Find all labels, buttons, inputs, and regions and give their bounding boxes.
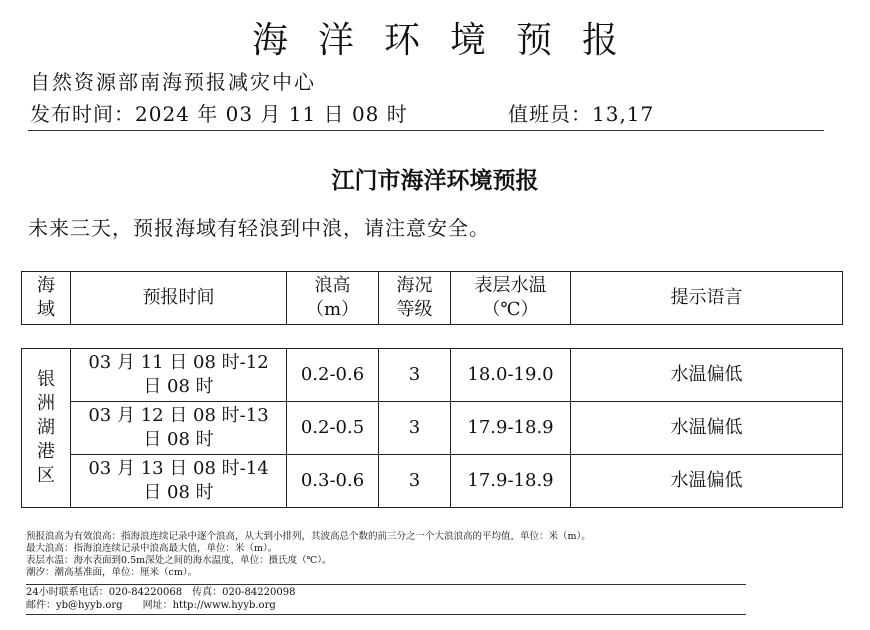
table-row (22, 402, 843, 455)
tip-cell: 水温偏低 (571, 455, 843, 508)
forecast-time-cell: 03 月 13 日 08 时-14 日 08 时 (71, 455, 287, 508)
note-wave-height: 预报浪高为有效浪高：指海浪连续记录中逐个浪高，从大到小排列，其波高总个数的前三分之一个大浪浪高的平均值，单位：米（m）。 (26, 531, 591, 542)
report-subtitle: 江门市海洋环境预报 (331, 167, 539, 194)
sea-state-cell: 3 (379, 455, 451, 508)
col-header-sea-state: 海况 等级 (379, 272, 451, 325)
water-temp-cell: 17.9-18.9 (451, 402, 571, 455)
header-divider (28, 130, 824, 131)
contact-phone: 24小时联系电话：020-84220068 传真：020-84220098 (26, 587, 296, 598)
forecast-table-body (21, 348, 843, 508)
tip-cell: 水温偏低 (571, 349, 843, 402)
issuing-organization: 自然资源部南海预报减灾中心 (30, 70, 316, 94)
table-row (22, 349, 843, 402)
contact-divider-bottom (26, 614, 746, 615)
water-temp-cell: 17.9-18.9 (451, 455, 571, 508)
col-header-wave: 浪高 （m） (287, 272, 379, 325)
sea-state-cell: 3 (379, 349, 451, 402)
page-title: 海洋环境预报 (251, 20, 648, 61)
wave-height-cell: 0.2-0.5 (287, 402, 379, 455)
forecast-time-cell: 03 月 12 日 08 时-13 日 08 时 (71, 402, 287, 455)
sea-state-cell: 3 (379, 402, 451, 455)
col-header-time: 预报时间 (71, 272, 287, 325)
wave-height-cell: 0.2-0.6 (287, 349, 379, 402)
col-header-water-temp: 表层水温 （℃） (451, 272, 571, 325)
wave-height-cell: 0.3-0.6 (287, 455, 379, 508)
note-water-temp: 表层水温：海水表面到0.5m深处之间的海水温度，单位：摄氏度（℃）。 (26, 555, 332, 566)
note-max-wave: 最大浪高：指海浪连续记录中浪高最大值，单位：米（m）。 (26, 543, 278, 554)
col-header-tip: 提示语言 (571, 272, 843, 325)
contact-web: 邮件：yb@hyyb.org 网址：http://www.hyyb.org (26, 600, 276, 611)
area-name-cell: 银 洲 湖 港 区 (22, 349, 71, 508)
forecast-time-cell: 03 月 11 日 08 时-12 日 08 时 (71, 349, 287, 402)
forecast-summary: 未来三天，预报海域有轻浪到中浪，请注意安全。 (28, 216, 490, 240)
issue-time: 发布时间：2024 年 03 月 11 日 08 时 (30, 102, 408, 126)
duty-officer: 值班员：13,17 (508, 102, 655, 126)
contact-info (26, 586, 295, 612)
tip-cell: 水温偏低 (571, 402, 843, 455)
table-row (22, 455, 843, 508)
forecast-table-header (21, 271, 843, 325)
contact-divider-top (26, 584, 746, 585)
definitions-notes (26, 531, 846, 579)
water-temp-cell: 18.0-19.0 (451, 349, 571, 402)
note-tide: 潮汐：潮高基准面，单位：厘米（cm）。 (26, 567, 198, 578)
col-header-area: 海 域 (22, 272, 71, 325)
